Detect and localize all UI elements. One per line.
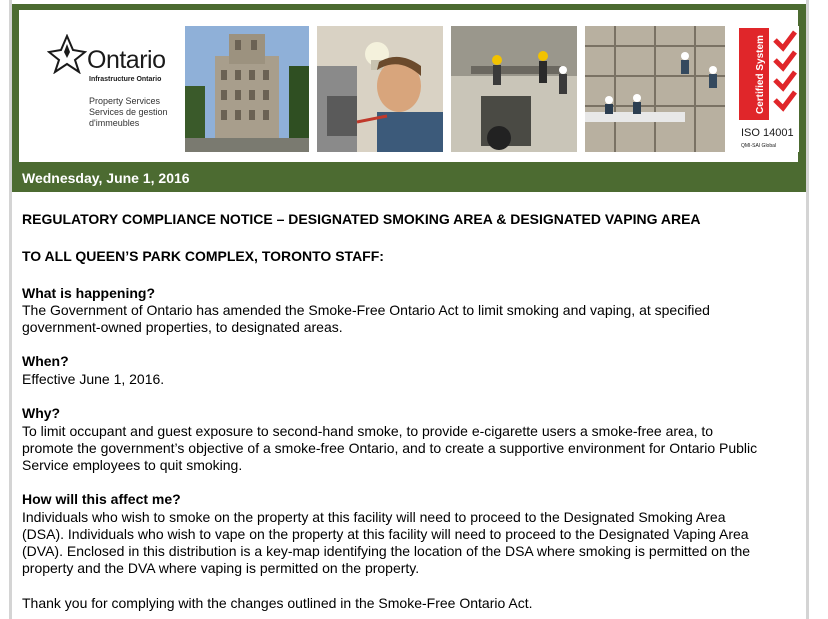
section-line: (DSA). Individuals who wish to vape on the property at this facility will need to proceed to the Designated Vaping Area xyxy=(22,526,749,542)
trillium-icon xyxy=(47,34,87,74)
section-line: (DVA). Enclosed in this distribution is a key-map identifying the location of the DSA where smoking is permitted on the xyxy=(22,543,751,559)
property-services-fr: Services de gestion d'immeubles xyxy=(89,107,168,128)
section-heading: When? xyxy=(22,353,69,369)
notice-date: Wednesday, June 1, 2016 xyxy=(22,170,190,186)
section-line: Individuals who wish to smoke on the property at this facility will need to proceed to the Designated Smoking Area xyxy=(22,509,726,525)
cert-iso: ISO 14001 xyxy=(741,127,794,139)
closing-line: Thank you for complying with the changes outlined in the Smoke-Free Ontario Act. xyxy=(22,595,533,611)
banner-inner xyxy=(19,10,798,162)
construction-photo xyxy=(451,26,577,152)
section-line: Service employees to quit smoking. xyxy=(22,457,243,473)
header-banner xyxy=(12,4,806,164)
cert-org: QMI-SAI Global xyxy=(741,143,777,149)
ontario-logo xyxy=(37,20,197,160)
section-line: The Government of Ontario has amended the Smoke-Free Ontario Act to limit smoking and vaping, at specified xyxy=(22,302,710,318)
section-heading: How will this affect me? xyxy=(22,491,181,507)
technician-photo xyxy=(317,26,443,152)
section-heading: Why? xyxy=(22,405,61,421)
cert-label: Certified System xyxy=(755,35,766,114)
certified-system-icon xyxy=(737,26,799,152)
iso-certification-badge xyxy=(737,26,799,152)
building-photo xyxy=(185,26,309,152)
scaffolding-photo xyxy=(585,26,725,152)
notice-title: REGULATORY COMPLIANCE NOTICE – DESIGNATED SMOKING AREA & DESIGNATED VAPING AREA xyxy=(22,211,701,227)
section-line: To limit occupant and guest exposure to second-hand smoke, to provide e-cigarette users a smoke-free area, to xyxy=(22,423,714,439)
date-bar xyxy=(12,164,806,192)
audience-line: TO ALL QUEEN’S PARK COMPLEX, TORONTO STAFF: xyxy=(22,248,384,264)
logo-subtitle: Infrastructure Ontario xyxy=(89,76,162,83)
section-line: government-owned properties, to designated areas. xyxy=(22,319,343,335)
property-services-en: Property Services xyxy=(89,96,161,106)
section-line: property and the DVA where vaping is permitted on the property. xyxy=(22,560,420,576)
section-heading: What is happening? xyxy=(22,285,155,301)
logo-wordmark: Ontario xyxy=(87,46,166,74)
section-line: promote the government’s objective of a smoke-free Ontario, and to create a supportive environment for Ontario Public xyxy=(22,440,758,456)
section-line: Effective June 1, 2016. xyxy=(22,371,165,387)
